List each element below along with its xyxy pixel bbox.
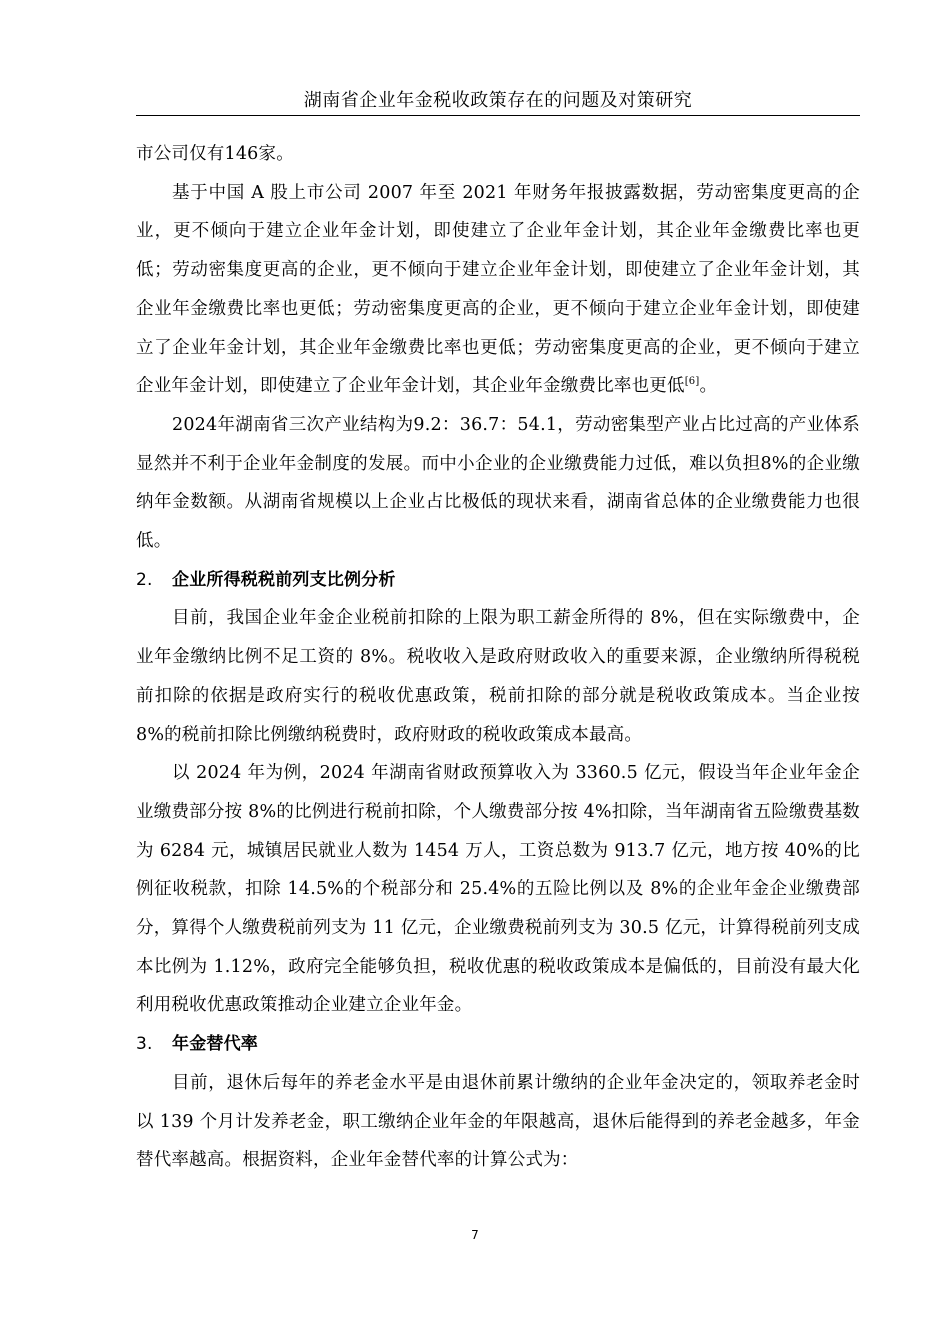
paragraph-industry-structure: 2024年湖南省三次产业结构为9.2：36.7：54.1，劳动密集型产业占比过高的产业体系显然并不利于企业年金制度的发展。而中小企业的企业缴费能力过低，难以负担8%的企业缴纳年金数额。从湖南省规模以上企业占比极低的现状来看，湖南省总体的企业缴费能力也很低。: [136, 414, 860, 552]
section-heading-3: [136, 1025, 860, 1064]
paragraph-text: 基于中国 A 股上市公司 2007 年至 2021 年财务年报披露数据，劳动密集度更高的企业，更不倾向于建立企业年金计划，即使建立了企业年金计划，其企业年金缴费比率也更低；劳动密集度更高的企业，更不倾向于建立企业年金计划，即使建立了企业年金计划，其企业年金缴费比率也更低；劳动密集度更高的企业，更不倾向于建立企业年金计划，即使建立了企业年金计划，其企业年金缴费比率也更低；劳动密集度更高的企业，更不倾向于建立企业年金计划，即使建立了企业年金计划，其企业年金缴费比率也更低: [136, 182, 860, 397]
header-rule: [136, 115, 860, 116]
section-title: 年金替代率: [172, 1034, 258, 1055]
paragraph-replacement-rate: 目前，退休后每年的养老金水平是由退休前累计缴纳的企业年金决定的，领取养老金时以 139 个月计发养老金，职工缴纳企业年金的年限越高，退休后能得到的养老金越多，年金替代率越高。根据资料，企业年金替代率的计算公式为：: [136, 1072, 860, 1171]
page-number: 7: [471, 1228, 479, 1242]
section-number: 3.: [136, 1034, 153, 1055]
section-number: 2.: [136, 569, 153, 590]
body-text: [136, 135, 860, 1180]
paragraph-continuation: 市公司仅有146家。: [136, 144, 294, 164]
section-title: 企业所得税税前列支比例分析: [172, 569, 396, 590]
running-header: 湖南省企业年金税收政策存在的问题及对策研究: [303, 90, 693, 111]
section-heading-2: [136, 561, 860, 600]
citation-ref: [6]: [684, 376, 700, 388]
paragraph-labor-intensity: [136, 174, 860, 406]
paragraph-deduction-limit: 目前，我国企业年金企业税前扣除的上限为职工薪金所得的 8%，但在实际缴费中，企业年金缴纳比例不足工资的 8%。税收收入是政府财政收入的重要来源，企业缴纳所得税税前扣除的依据是政府实行的税收优惠政策，税前扣除的部分就是税收政策成本。当企业按 8%的税前扣除比例缴纳税费时，政府财政的税收政策成本最高。: [136, 608, 860, 745]
paragraph-2024-example: 以 2024 年为例，2024 年湖南省财政预算收入为 3360.5 亿元，假设当年企业年金企业缴费部分按 8%的比例进行税前扣除，个人缴费部分按 4%扣除，当年湖南省五险缴费基数为 6284 元，城镇居民就业人数为 1454 万人，工资总数为 913.7 亿元，地方按 40%的比例征收税款，扣除 14.5%的个税部分和 25.4%的五险比例以及 8%的企业年金企业缴费部分，算得个人缴费税前列支为 11 亿元，企业缴费税前列支为 30.5 亿元，计算得税前列支成本比例为 1.12%，政府完全能够负担，税收优惠的税收政策成本是偏低的，目前没有最大化利用税收优惠政策推动企业建立企业年金。: [136, 763, 860, 1016]
paragraph-end: 。: [699, 376, 718, 397]
